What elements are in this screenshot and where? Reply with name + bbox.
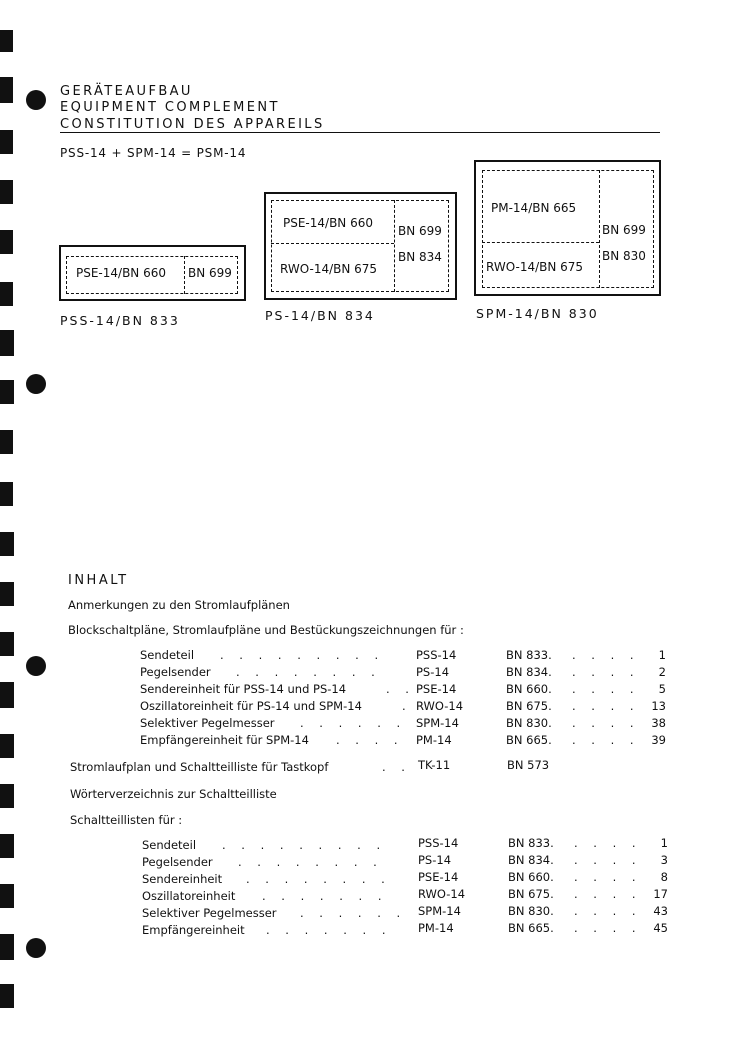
binding-mark [0, 532, 14, 556]
leader-dots: . . . . [336, 733, 404, 747]
diagram-caption: PS-14/BN 834 [265, 308, 375, 323]
leader-dots: . . . . [574, 870, 642, 884]
binding-mark [0, 282, 13, 306]
binding-mark [0, 582, 14, 606]
entry-bn: BN 665. [508, 921, 554, 935]
punch-hole [26, 374, 46, 394]
entry-model: RWO-14 [418, 887, 466, 901]
binding-mark [0, 632, 14, 656]
diagram-caption: SPM-14/BN 830 [476, 306, 599, 321]
punch-hole [26, 656, 46, 676]
entry-bn: BN 834. [506, 665, 552, 679]
leader-dots: . . . . . . . . . [222, 838, 387, 852]
leader-dots: . . . . [572, 682, 640, 696]
module-label: RWO-14/BN 675 [486, 260, 584, 274]
divider [482, 242, 599, 243]
entry-label: Selektiver Pegelmesser [142, 906, 277, 920]
entry-model: PM-14 [416, 733, 452, 747]
entry-bn: BN 833. [506, 648, 552, 662]
entry-label: Sendereinheit [142, 872, 223, 886]
binding-mark [0, 330, 14, 356]
title-fr: CONSTITUTION DES APPAREILS [60, 117, 325, 132]
leader-dots: . . . . [574, 836, 642, 850]
module-label: BN 834 [398, 250, 442, 264]
binding-mark [0, 934, 14, 960]
leader-dots: . . . . . . [300, 716, 407, 730]
divider [394, 200, 395, 292]
binding-mark [0, 482, 13, 506]
leader-dots: . . . . . . . . [246, 872, 391, 886]
formula: PSS-14 + SPM-14 = PSM-14 [60, 146, 247, 160]
module-label: PM-14/BN 665 [491, 201, 577, 215]
glossary-entry: Wörterverzeichnis zur Schaltteilliste [70, 787, 277, 801]
entry-model: SPM-14 [418, 904, 461, 918]
module-label: BN 699 [188, 266, 232, 280]
parts-heading: Schaltteillisten für : [70, 813, 183, 827]
leader-dots: . . . . [572, 699, 640, 713]
binding-mark [0, 130, 13, 154]
module-label: PSE-14/BN 660 [76, 266, 167, 280]
entry-model: PS-14 [416, 665, 450, 679]
module-label: BN 699 [398, 224, 442, 238]
binding-mark [0, 30, 13, 52]
divider [271, 243, 394, 244]
leader-dots: . . . . . . . . [238, 855, 383, 869]
entry-label: Pegelsender [142, 855, 213, 869]
entry-bn: BN 833. [508, 836, 554, 850]
leader-dots: . . . . . . . . [236, 665, 381, 679]
binding-mark [0, 734, 14, 758]
binding-mark [0, 884, 14, 908]
entry-label: Empfängereinheit [142, 923, 245, 937]
divider [184, 256, 185, 294]
entry-label: Stromlaufplan und Schaltteilliste für Tastkopf [70, 760, 329, 774]
binding-mark [0, 984, 14, 1008]
entry-model: PSS-14 [416, 648, 457, 662]
entry-model: TK-11 [418, 758, 451, 772]
leader-dots: . . . . [574, 887, 642, 901]
entry-bn: BN 675. [508, 887, 554, 901]
binding-mark [0, 430, 13, 454]
entry-label: Sendeteil [140, 648, 195, 662]
entry-label: Sendeteil [142, 838, 197, 852]
entry-model: SPM-14 [416, 716, 459, 730]
module-label: PSE-14/BN 660 [283, 216, 374, 230]
leader-dots: . . . . . . . [266, 923, 392, 937]
module-label: RWO-14/BN 675 [280, 262, 378, 276]
entry-bn: BN 834. [508, 853, 554, 867]
entry-bn: BN 660. [508, 870, 554, 884]
binding-mark [0, 682, 14, 708]
module-label: BN 830 [602, 249, 646, 263]
leader-dots: . . . . [574, 904, 642, 918]
leader-dots: . [402, 699, 412, 713]
entry-bn: BN 675. [506, 699, 552, 713]
leader-dots: . . . . [572, 665, 640, 679]
entry-model: RWO-14 [416, 699, 464, 713]
entry-label: Empfängereinheit für SPM-14 [140, 733, 309, 747]
entry-label: Selektiver Pegelmesser [140, 716, 275, 730]
entry-model: PS-14 [418, 853, 452, 867]
binding-mark [0, 180, 13, 204]
leader-dots: . . . . [574, 921, 642, 935]
leader-dots: . . . . . . . . . [220, 648, 385, 662]
binding-mark [0, 230, 13, 254]
header-rule [60, 132, 660, 133]
leader-dots: . . . . [572, 648, 640, 662]
punch-hole [26, 938, 46, 958]
leader-dots: . . [386, 682, 415, 696]
binding-mark [0, 784, 14, 808]
entry-model: PSE-14 [416, 682, 457, 696]
entry-model: PSS-14 [418, 836, 459, 850]
leader-dots: . . [382, 760, 411, 774]
block-heading: Blockschaltpläne, Stromlaufpläne und Bestückungszeichnungen für : [68, 623, 464, 637]
entry-bn: BN 830. [506, 716, 552, 730]
entry-bn: BN 660. [506, 682, 552, 696]
title-de: GERÄTEAUFBAU [60, 84, 193, 99]
contents-title: INHALT [68, 573, 129, 588]
divider [599, 170, 600, 288]
title-en: EQUIPMENT COMPLEMENT [60, 100, 280, 115]
leader-dots: . . . . . . [300, 906, 407, 920]
punch-hole [26, 90, 46, 110]
diagram-caption: PSS-14/BN 833 [60, 313, 180, 328]
binding-mark [0, 380, 14, 404]
inner-frame [271, 200, 449, 292]
entry-label: Oszillatoreinheit [142, 889, 236, 903]
leader-dots: . . . . [574, 853, 642, 867]
binding-mark [0, 834, 14, 858]
notes-entry: Anmerkungen zu den Stromlaufplänen [68, 598, 290, 612]
binding-mark [0, 77, 13, 103]
entry-bn: BN 830. [508, 904, 554, 918]
module-label: BN 699 [602, 223, 646, 237]
leader-dots: . . . . . . . [262, 889, 388, 903]
leader-dots: . . . . [572, 716, 640, 730]
entry-label: Oszillatoreinheit für PS-14 und SPM-14 [140, 699, 362, 713]
entry-label: Pegelsender [140, 665, 211, 679]
entry-bn: BN 573 [507, 758, 550, 772]
entry-model: PSE-14 [418, 870, 459, 884]
entry-label: Sendereinheit für PSS-14 und PS-14 [140, 682, 347, 696]
entry-model: PM-14 [418, 921, 454, 935]
entry-bn: BN 665. [506, 733, 552, 747]
leader-dots: . . . . [572, 733, 640, 747]
